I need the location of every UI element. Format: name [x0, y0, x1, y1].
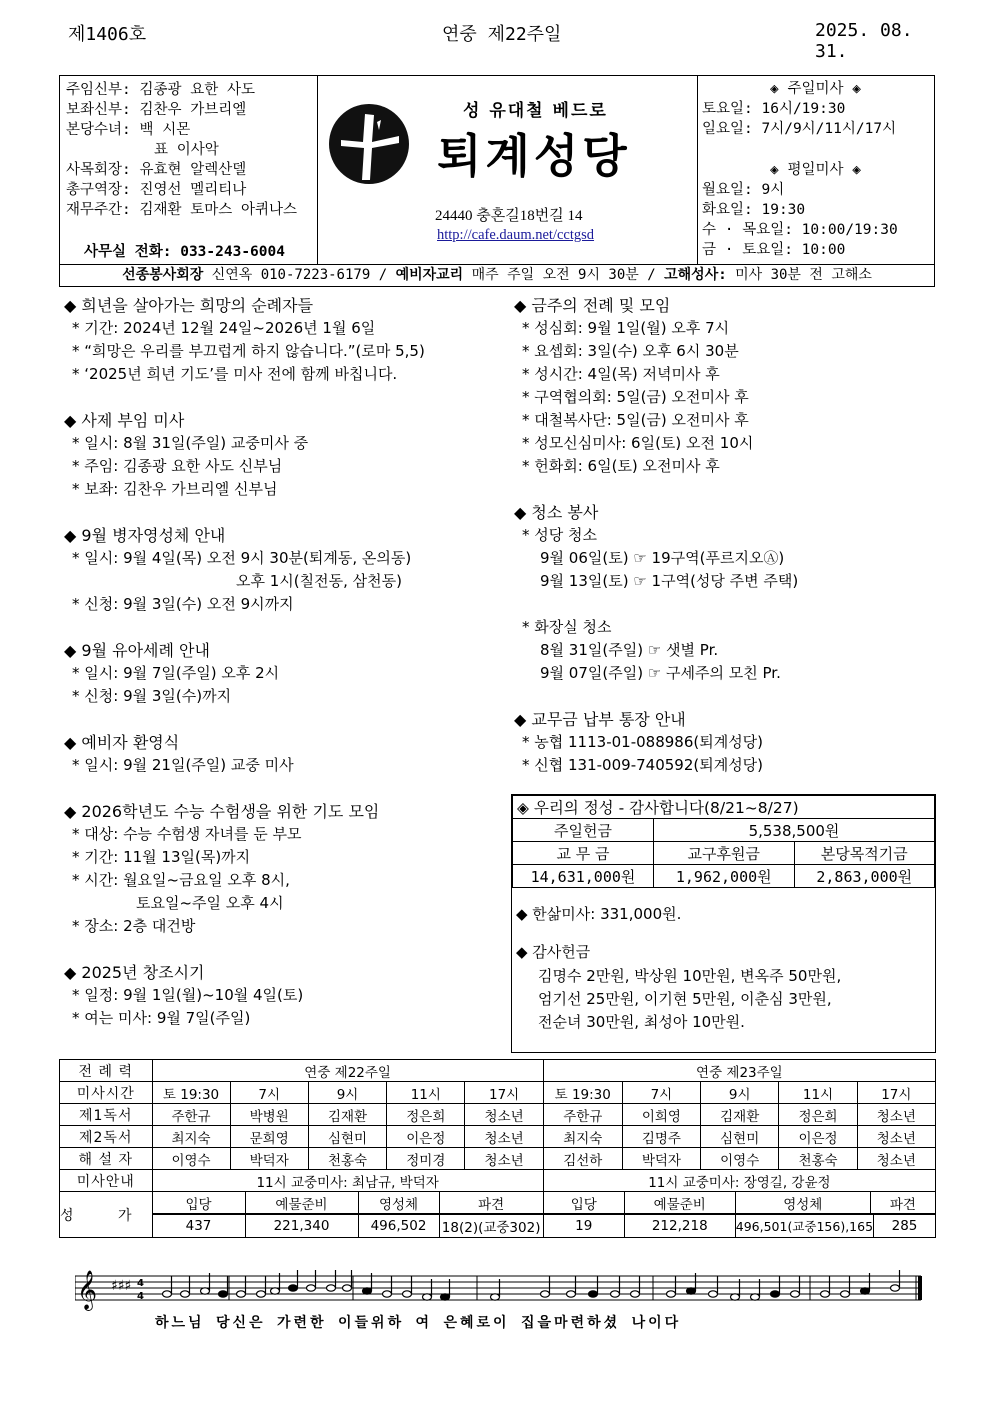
- parish-patron: 성 유대철 베드로: [463, 101, 608, 121]
- hymn-table-a: [153, 1192, 543, 1214]
- hymn-header: 입당: [153, 1192, 246, 1214]
- notice-item: 9월 13일(토) ☞ 1구역(성당 주변 주택): [540, 572, 799, 590]
- table-row: [60, 1126, 936, 1148]
- roster-cell: 김선하: [543, 1148, 622, 1170]
- note-head-icon: [491, 1294, 500, 1300]
- note-head-icon: [611, 1291, 620, 1297]
- note-head-icon: [307, 1285, 316, 1291]
- notice-priest-installation: [64, 409, 308, 501]
- notice-item: * 대상: 수능 수험생 자녀를 둔 부모: [72, 825, 302, 843]
- row-label: 전 례 력: [60, 1060, 153, 1082]
- offering-value: 14,631,000원: [513, 865, 654, 888]
- catechumen-value: 매주 주일 오전 9시 30분 /: [471, 267, 656, 283]
- notice-item: * 화장실 청소: [522, 618, 612, 636]
- offering-box: [511, 794, 936, 1053]
- notice-item: * 주임: 김종광 요한 사도 신부님: [72, 457, 283, 475]
- hymn-header: 파견: [870, 1192, 935, 1214]
- notice-item: * 여는 미사: 9월 7일(주일): [72, 1009, 251, 1027]
- staff-pastor: 주임신부: 김종광 요한 사도: [66, 82, 255, 98]
- notice-season-of-creation: [64, 961, 303, 1030]
- note-head-icon: [589, 1291, 598, 1297]
- notice-item: * 대철복사단: 5일(금) 오전미사 후: [522, 411, 749, 429]
- notice-item: * 요셉회: 3일(수) 오후 6시 30분: [522, 342, 739, 360]
- note-head-icon: [891, 1285, 900, 1291]
- roster-cell: 청소년: [857, 1148, 935, 1170]
- roster-cell: 이영수: [701, 1148, 779, 1170]
- mass-time: 11시: [387, 1082, 465, 1104]
- roster-cell: 청소년: [465, 1148, 543, 1170]
- office-phone: 사무실 전화: 033-243-6004: [84, 244, 285, 260]
- notice-item: * 성당 청소: [522, 526, 597, 544]
- hymn-number: 496,501(교중156),165: [735, 1215, 873, 1237]
- note-head-icon: [403, 1291, 412, 1297]
- notice-item: * 일시: 9월 4일(목) 오전 9시 30분(퇴계동, 온의동): [72, 549, 412, 567]
- table-row: [60, 1104, 936, 1126]
- contact-strip: [59, 264, 935, 287]
- notice-title: ◆ 9월 유아세례 안내: [64, 641, 210, 660]
- notice-item: * 장소: 2층 대건방: [72, 917, 196, 935]
- note-head-icon: [383, 1291, 392, 1297]
- mass-time: 9시: [701, 1082, 779, 1104]
- fri-sat-mass: 금 · 토요일: 10:00: [702, 242, 846, 258]
- note-head-icon: [631, 1291, 640, 1297]
- notice-item: * 기간: 11월 13일(목)까지: [72, 848, 251, 866]
- note-head-icon: [731, 1294, 740, 1300]
- note-head-icon: [237, 1291, 246, 1297]
- time-sig-bottom: 4: [137, 1291, 144, 1302]
- note-head-icon: [751, 1294, 760, 1300]
- hymn-header: 영성체: [735, 1192, 870, 1214]
- saturday-mass: 토요일: 16시/19:30: [702, 101, 846, 117]
- row-label: 성 가: [60, 1192, 153, 1238]
- liturgical-week: 연중 제22주일: [442, 24, 562, 45]
- weekday-mass-title: ◈ 평일미사 ◈: [770, 162, 861, 178]
- time-sig-top: 4: [137, 1278, 144, 1289]
- hymn-number: 437: [153, 1215, 246, 1237]
- mass-time: 11시: [779, 1082, 857, 1104]
- catechumen-label: 예비자교리: [395, 267, 464, 283]
- mass-time: 토 19:30: [152, 1082, 230, 1104]
- funeral-service-value: 신연옥 010-7223-6179 /: [211, 267, 388, 283]
- hymn-number: 221,340: [245, 1215, 358, 1237]
- parish-cafe-link[interactable]: http://cafe.daum.net/cctgsd: [437, 227, 595, 243]
- music-score: [75, 1268, 925, 1338]
- monday-mass: 월요일: 9시: [702, 182, 785, 198]
- notice-infant-baptism: [64, 639, 279, 708]
- notice-title: ◆ 예비자 환영식: [64, 733, 180, 752]
- roster-cell: 이희영: [622, 1104, 700, 1126]
- notice-title: ◆ 교무금 납부 통장 안내: [514, 710, 686, 729]
- note-head-icon: [289, 1285, 298, 1291]
- roster-cell: 청소년: [857, 1104, 935, 1126]
- staff-council: 사목회장: 유효현 알렉산델: [66, 162, 247, 178]
- roster-cell: 천홍숙: [779, 1148, 857, 1170]
- note-head-icon: [821, 1291, 830, 1297]
- week-b-title: 연중 제23주일: [543, 1060, 935, 1082]
- note-head-icon: [327, 1285, 336, 1291]
- roster-cell: 최지숙: [152, 1126, 230, 1148]
- liturgy-roster-table: [59, 1059, 936, 1238]
- notice-item: 토요일~주일 오후 4시: [136, 894, 284, 912]
- notice-item: * 농협 1113-01-088986(퇴계성당): [522, 733, 764, 751]
- mass-guide-b: 11시 교중미사: 장영길, 강윤정: [543, 1170, 935, 1192]
- offering-value: 1,962,000원: [654, 865, 795, 888]
- notice-item: * 헌화회: 6일(토) 오전미사 후: [522, 457, 720, 475]
- roster-cell: 이은정: [387, 1126, 465, 1148]
- staff-panel: [60, 76, 318, 264]
- roster-cell: 주한규: [152, 1104, 230, 1126]
- parish-title-panel: [317, 76, 698, 264]
- key-signature-icon: ♯♯♯: [111, 1278, 132, 1294]
- note-head-icon: [541, 1291, 550, 1297]
- note-head-icon: [841, 1291, 850, 1297]
- notice-sick-communion: [64, 524, 411, 616]
- roster-cell: 심현미: [701, 1126, 779, 1148]
- notice-title: ◆ 2025년 창조시기: [64, 963, 205, 982]
- roster-cell: 박덕자: [230, 1148, 308, 1170]
- issue-line: [60, 20, 936, 62]
- roster-cell: 김명주: [622, 1126, 700, 1148]
- week-a-title: 연중 제22주일: [152, 1060, 543, 1082]
- notice-item: * 성모신심미사: 6일(토) 오전 10시: [522, 434, 754, 452]
- notice-exam-prayer: [64, 800, 379, 938]
- note-head-icon: [219, 1291, 228, 1297]
- roster-cell: 김재환: [701, 1104, 779, 1126]
- hymn-values-a: [153, 1215, 543, 1237]
- offering-header: 본당목적기금: [794, 842, 935, 865]
- table-row: [60, 1148, 936, 1170]
- notice-item: 9월 06일(토) ☞ 19구역(푸르지오Ⓐ): [540, 549, 785, 567]
- row-label: 미사시간: [60, 1082, 153, 1104]
- notice-title: ◆ 청소 봉사: [514, 503, 599, 522]
- hymn-lyrics: 하느님 당신은 가련한 이들위하 여 은혜로이 집을마련하셨 나이다: [155, 1315, 682, 1331]
- thanks-donors: 김명수 2만원, 박상원 10만원, 변옥주 50만원,: [538, 967, 842, 985]
- notice-item: * 성시간: 4일(목) 저녁미사 후: [522, 365, 720, 383]
- roster-cell: 청소년: [857, 1126, 935, 1148]
- sunday-collection-value: 5,538,500원: [654, 819, 935, 842]
- offering-title: ◈ 우리의 정성 - 감사합니다(8/21~8/27): [513, 796, 935, 819]
- notice-title: ◆ 2026학년도 수능 수험생을 위한 기도 모임: [64, 802, 380, 821]
- notice-item: 9월 07일(주일) ☞ 구세주의 모친 Pr.: [540, 664, 781, 682]
- roster-cell: 박덕자: [622, 1148, 700, 1170]
- parish-name: 퇴계성당: [437, 129, 631, 183]
- mass-time: 17시: [465, 1082, 543, 1104]
- roster-cell: 정은희: [779, 1104, 857, 1126]
- staff-sister-1: 본당수녀: 백 시몬: [66, 122, 191, 138]
- notice-title: ◆ 희년을 살아가는 희망의 순례자들: [64, 296, 314, 315]
- notice-item: * 신청: 9월 3일(수) 오전 9시까지: [72, 595, 294, 613]
- hymn-number: 18(2)(교중302): [439, 1215, 543, 1237]
- note-head-icon: [771, 1291, 780, 1297]
- mass-time: 토 19:30: [543, 1082, 622, 1104]
- hymn-table-b: [544, 1192, 935, 1214]
- staff-finance: 재무주간: 김재환 토마스 아퀴나스: [66, 202, 298, 218]
- hymn-header: 예물준비: [624, 1192, 735, 1214]
- roster-cell: 정미경: [387, 1148, 465, 1170]
- roster-cell: 천홍숙: [308, 1148, 386, 1170]
- issue-number: 제1406호: [68, 24, 147, 45]
- hymn-values-b: [544, 1215, 935, 1237]
- mass-time: 7시: [230, 1082, 308, 1104]
- note-head-icon: [861, 1288, 870, 1294]
- note-head-icon: [423, 1294, 432, 1300]
- notice-item: * 기간: 2024년 12월 24일~2026년 1월 6일: [72, 319, 376, 337]
- offering-table: [512, 795, 935, 888]
- note-head-icon: [271, 1288, 280, 1294]
- confession-label: 고해성사:: [664, 267, 727, 283]
- mass-time: 17시: [857, 1082, 935, 1104]
- offering-header: 교구후원금: [654, 842, 795, 865]
- sunday-mass: 일요일: 7시/9시/11시/17시: [702, 121, 897, 137]
- roster-cell: 문희영: [230, 1126, 308, 1148]
- row-label: 제1독서: [60, 1104, 153, 1126]
- note-head-icon: [791, 1291, 800, 1297]
- mass-time: 7시: [622, 1082, 700, 1104]
- roster-cell: 청소년: [465, 1126, 543, 1148]
- notice-jubilee: [64, 294, 425, 386]
- notice-weekly-liturgy: [514, 294, 753, 478]
- notice-item: * 신협 131-009-740592(퇴계성당): [522, 756, 764, 774]
- notice-catechumen-welcome: [64, 731, 294, 777]
- notice-item: * 성심회: 9월 1일(월) 오후 7시: [522, 319, 730, 337]
- note-head-icon: [441, 1294, 450, 1300]
- row-label: 제2독서: [60, 1126, 153, 1148]
- treble-clef-icon: 𝄞: [77, 1270, 98, 1310]
- funeral-service-label: 선종봉사회장: [122, 267, 204, 283]
- issue-date: 2025. 08. 31.: [815, 20, 913, 62]
- staff-assistant: 보좌신부: 김찬우 가브리엘: [66, 102, 247, 118]
- note-head-icon: [343, 1285, 352, 1291]
- hymn-header: 파견: [439, 1192, 543, 1214]
- note-head-icon: [567, 1291, 576, 1297]
- notice-item: 8월 31일(주일) ☞ 샛별 Pr.: [540, 641, 719, 659]
- notice-item: * 일시: 9월 7일(주일) 오후 2시: [72, 664, 280, 682]
- hymn-header: 영성체: [358, 1192, 439, 1214]
- note-head-icon: [363, 1288, 372, 1294]
- roster-cell: 이영수: [152, 1148, 230, 1170]
- notice-item: * 구역협의회: 5일(금) 오전미사 후: [522, 388, 749, 406]
- roster-cell: 박병원: [230, 1104, 308, 1126]
- notice-item: * 시간: 월요일~금요일 오후 8시,: [72, 871, 290, 889]
- roster-cell: 최지숙: [543, 1126, 622, 1148]
- thanks-donors: 엄기선 25만원, 이기현 5만원, 이춘심 3만원,: [538, 990, 832, 1008]
- note-head-icon: [257, 1291, 266, 1297]
- notice-item: * 일정: 9월 1일(월)~10월 4일(토): [72, 986, 304, 1004]
- wed-thu-mass: 수 · 목요일: 10:00/19:30: [702, 222, 898, 238]
- notice-item: * “희망은 우리를 부끄럽게 하지 않습니다.”(로마 5,5): [72, 342, 425, 360]
- note-head-icon: [687, 1288, 696, 1294]
- hymn-header: 예물준비: [245, 1192, 358, 1214]
- roster-cell: 정은희: [387, 1104, 465, 1126]
- cross-logo-icon: [327, 102, 411, 186]
- thanks-donors: 전순녀 30만원, 최성아 10만원.: [538, 1013, 745, 1031]
- staff-sister-2: 표 이사악: [154, 142, 219, 158]
- note-head-icon: [667, 1291, 676, 1297]
- notice-item: * 일시: 8월 31일(주일) 교중미사 중: [72, 434, 309, 452]
- roster-cell: 주한규: [543, 1104, 622, 1126]
- thanks-offering-title: ◆ 감사헌금: [516, 943, 591, 961]
- sunday-mass-title: ◈ 주일미사 ◈: [770, 81, 861, 97]
- mass-guide-a: 11시 교중미사: 최남규, 박덕자: [152, 1170, 543, 1192]
- confession-value: 미사 30분 전 고해소: [735, 267, 872, 283]
- notice-spacer: [514, 593, 798, 616]
- mass-time: 9시: [308, 1082, 386, 1104]
- parish-address: 24440 충혼길18번길 14: [435, 208, 583, 224]
- roster-cell: 청소년: [465, 1104, 543, 1126]
- hymn-number: 212,218: [624, 1215, 735, 1237]
- roster-cell: 심현미: [308, 1126, 386, 1148]
- sunday-collection-label: 주일헌금: [513, 819, 654, 842]
- staff-district: 총구역장: 진영선 멜리티나: [66, 182, 247, 198]
- offering-header: 교 무 금: [513, 842, 654, 865]
- note-head-icon: [181, 1291, 190, 1297]
- mass-schedule-panel: [697, 76, 934, 264]
- notice-title: ◆ 사제 부임 미사: [64, 411, 185, 430]
- notice-title: ◆ 금주의 전례 및 모임: [514, 296, 671, 315]
- hymn-header: 입당: [544, 1192, 625, 1214]
- tuesday-mass: 화요일: 19:30: [702, 202, 806, 218]
- note-head-icon: [201, 1288, 210, 1294]
- notice-item: * 보좌: 김찬우 가브리엘 신부님: [72, 480, 278, 498]
- roster-cell: 김재환: [308, 1104, 386, 1126]
- music-staff: [75, 1268, 925, 1312]
- masthead: [59, 75, 935, 265]
- notice-item: * ‘2025년 희년 기도’를 미사 전에 함께 바칩니다.: [72, 365, 398, 383]
- note-head-icon: [163, 1291, 172, 1297]
- row-label: 해 설 자: [60, 1148, 153, 1170]
- notice-bank-accounts: [514, 708, 763, 777]
- hymn-number: 496,502: [358, 1215, 439, 1237]
- notice-item: 오후 1시(칠전동, 삼천동): [236, 572, 402, 590]
- row-label: 미사안내: [60, 1170, 153, 1192]
- notice-cleaning: [514, 501, 798, 685]
- hymn-number: 19: [544, 1215, 625, 1237]
- roster-cell: 이은정: [779, 1126, 857, 1148]
- notice-item: * 신청: 9월 3일(수)까지: [72, 687, 232, 705]
- notice-title: ◆ 9월 병자영성체 안내: [64, 526, 226, 545]
- notice-item: * 일시: 9월 21일(주일) 교중 미사: [72, 756, 294, 774]
- hymn-number: 285: [874, 1215, 935, 1237]
- gregorian-mass: ◆ 한삶미사: 331,000원.: [516, 905, 682, 923]
- note-head-icon: [709, 1291, 718, 1297]
- offering-value: 2,863,000원: [794, 865, 935, 888]
